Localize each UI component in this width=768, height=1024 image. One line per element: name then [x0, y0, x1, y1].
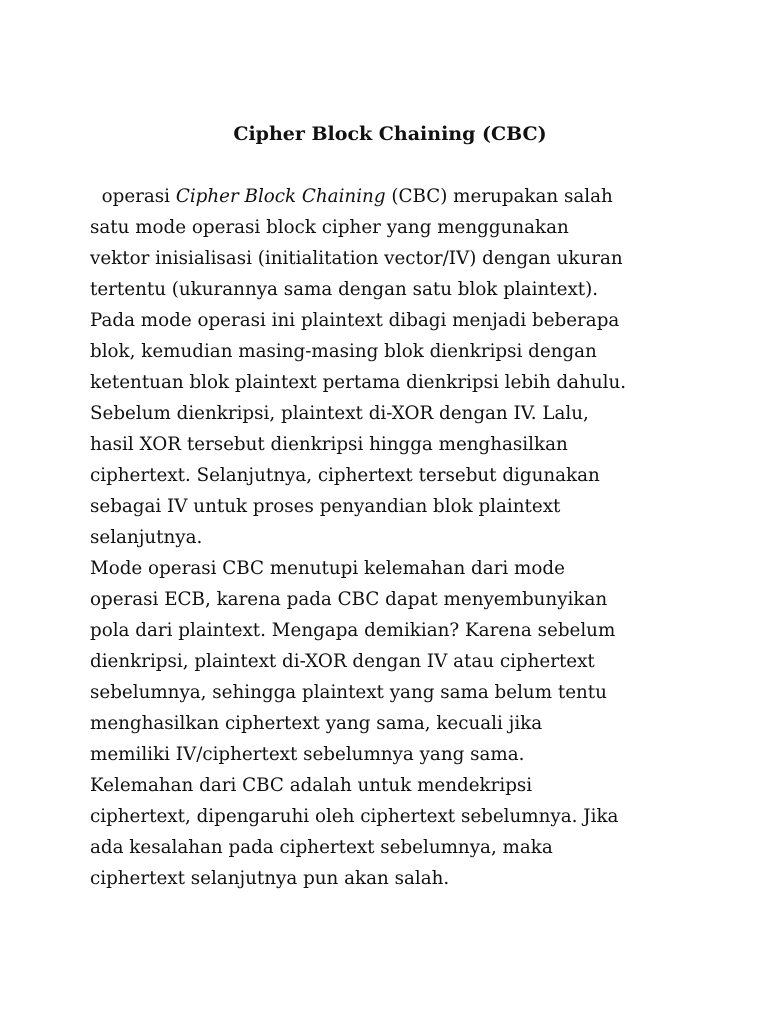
text-line: dienkripsi, plaintext di-XOR dengan IV atau ciphertext	[90, 651, 595, 672]
text-line: ada kesalahan pada ciphertext sebelumnya, maka	[90, 837, 553, 858]
text-line: sebagai IV untuk proses penyandian blok plaintext	[90, 496, 561, 517]
text-line: pola dari plaintext. Mengapa demikian? Karena sebelum	[90, 620, 616, 641]
document-title: Cipher Block Chaining (CBC)	[233, 123, 547, 145]
text-line: Pada mode operasi ini plaintext dibagi menjadi beberapa	[90, 310, 620, 331]
document-body	[90, 181, 690, 894]
document-page	[90, 118, 690, 894]
text-line: blok, kemudian masing-masing blok dienkripsi dengan	[90, 341, 597, 362]
text-line: hasil XOR tersebut dienkripsi hingga menghasilkan	[90, 434, 568, 455]
intro-term: Cipher Block Chaining	[175, 186, 386, 207]
text-line: ciphertext, dipengaruhi oleh ciphertext sebelumnya. Jika	[90, 806, 619, 827]
text-line: ciphertext selanjutnya pun akan salah.	[90, 868, 450, 889]
text-line: selanjutnya.	[90, 527, 203, 548]
intro-lead: operasi	[90, 186, 176, 207]
text-line: satu mode operasi block cipher yang menggunakan	[90, 217, 569, 238]
intro-rest: (CBC) merupakan salah	[385, 186, 613, 207]
text-line: Sebelum dienkripsi, plaintext di-XOR dengan IV. Lalu,	[90, 403, 589, 424]
text-line: ketentuan blok plaintext pertama dienkripsi lebih dahulu.	[90, 372, 627, 393]
text-line: ciphertext. Selanjutnya, ciphertext tersebut digunakan	[90, 465, 600, 486]
intro-line	[90, 181, 690, 212]
text-line: menghasilkan ciphertext yang sama, kecuali jika	[90, 713, 543, 734]
text-line: memiliki IV/ciphertext sebelumnya yang sama.	[90, 744, 525, 765]
text-line: Mode operasi CBC menutupi kelemahan dari mode	[90, 558, 565, 579]
text-line: operasi ECB, karena pada CBC dapat menyembunyikan	[90, 589, 608, 610]
text-line: tertentu (ukurannya sama dengan satu blok plaintext).	[90, 279, 599, 300]
text-line: sebelumnya, sehingga plaintext yang sama belum tentu	[90, 682, 607, 703]
text-line: vektor inisialisasi (initialitation vector/IV) dengan ukuran	[90, 248, 623, 269]
text-line: Kelemahan dari CBC adalah untuk mendekripsi	[90, 775, 533, 796]
